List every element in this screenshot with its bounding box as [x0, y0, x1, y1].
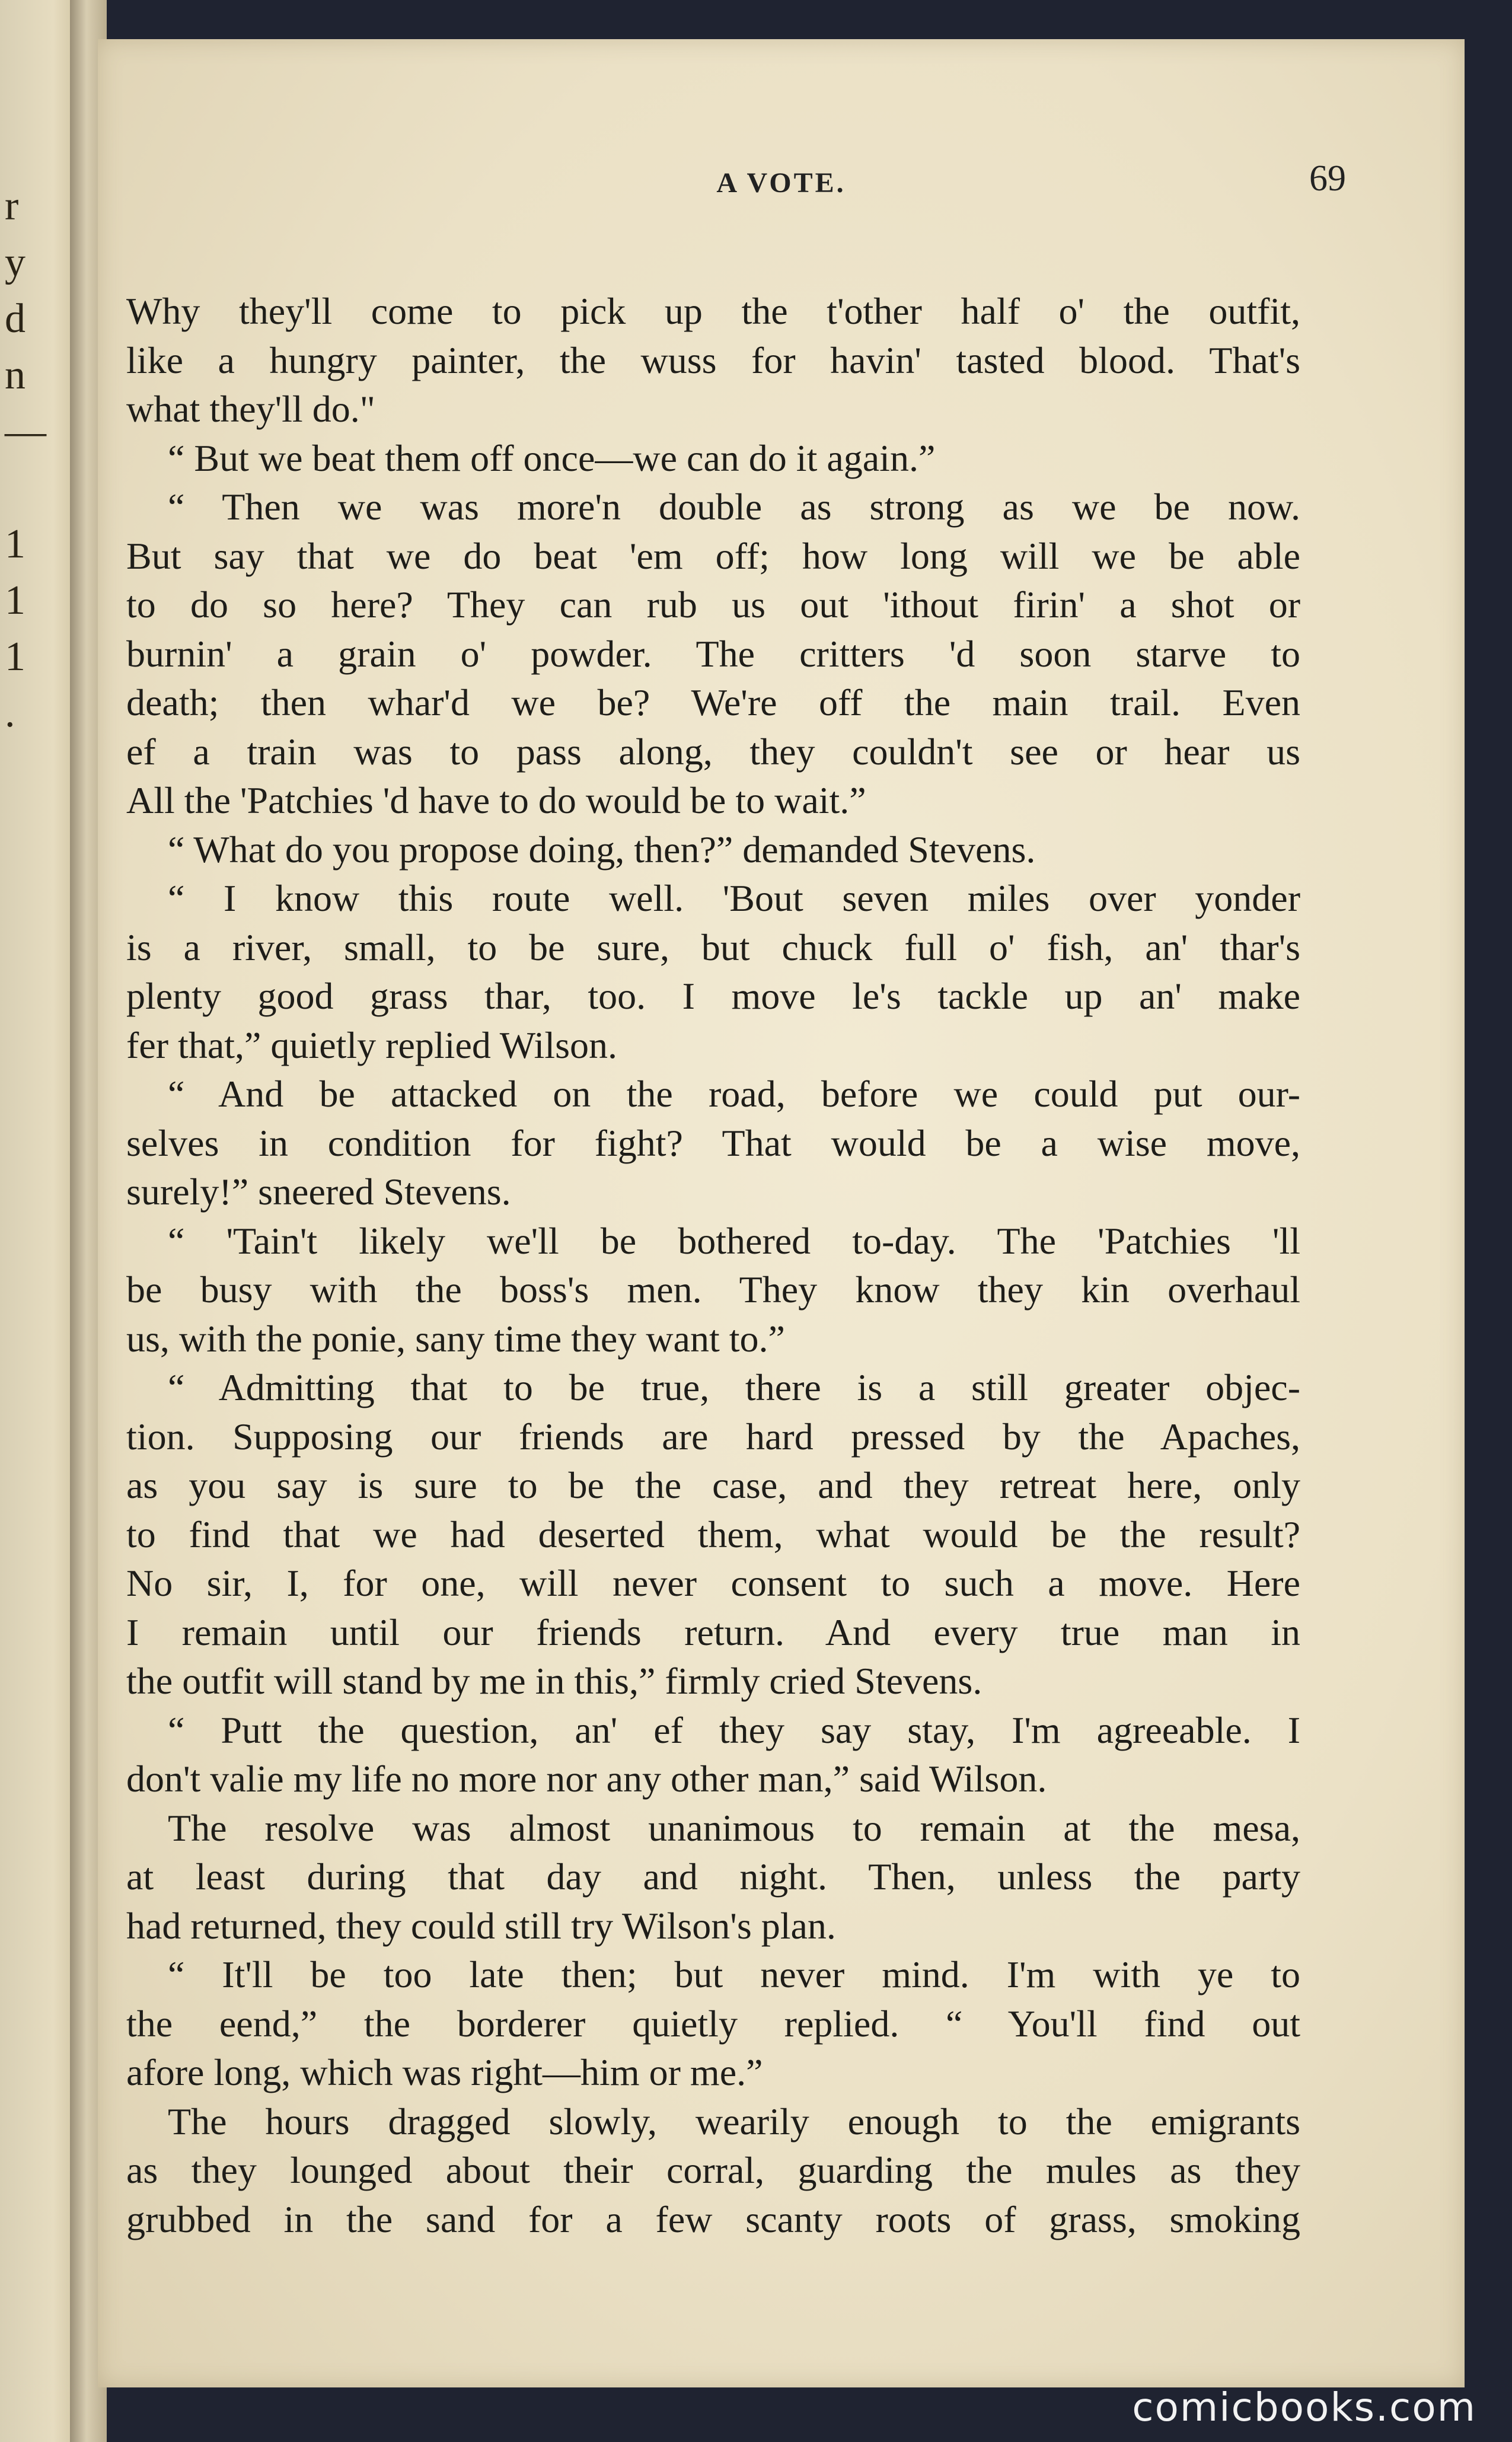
- text-line: what they'll do.": [126, 388, 375, 430]
- previous-page-letter: 1: [5, 578, 25, 623]
- text-line: All the 'Patchies 'd have to do would be to wait.”: [126, 779, 866, 821]
- text-line: “ Then we was more'n double as strong as we be now.: [168, 486, 1300, 528]
- previous-page-letter: n: [5, 352, 25, 398]
- previous-page-letters: [5, 178, 46, 741]
- text-line: “ 'Tain't likely we'll be bothered to-day. The 'Patchies 'll: [168, 1219, 1300, 1262]
- text-line: surely!” sneered Stevens.: [126, 1171, 511, 1213]
- text-line: as you say is sure to be the case, and they retreat here, only: [126, 1464, 1300, 1506]
- text-line: plenty good grass thar, too. I move le's tackle up an' make: [126, 975, 1300, 1017]
- text-line: The hours dragged slowly, wearily enough to the emigrants: [168, 2100, 1300, 2143]
- text-line: us, with the ponie, sany time they want to.”: [126, 1317, 785, 1360]
- text-line: “ And be attacked on the road, before we could put our-: [168, 1073, 1300, 1115]
- text-line: at least during that day and night. Then, unless the party: [126, 1856, 1300, 1898]
- previous-page-letter: 1: [5, 521, 25, 567]
- previous-page-letter: r: [5, 183, 19, 229]
- previous-page-letter: 1: [5, 634, 25, 680]
- book-page: [98, 39, 1465, 2387]
- previous-page-letter: [5, 460, 40, 516]
- previous-page-letter: .: [5, 690, 15, 736]
- text-line: to do so here? They can rub us out 'ithout firin' a shot or: [126, 584, 1300, 626]
- text-line: Why they'll come to pick up the t'other half o' the outfit,: [126, 290, 1300, 332]
- watermark: comicbooks.com: [1132, 2384, 1476, 2430]
- text-line: afore long, which was right—him or me.”: [126, 2051, 763, 2093]
- text-line: don't valie my life no more nor any other man,” said Wilson.: [126, 1758, 1047, 1800]
- previous-page-letter: —: [5, 409, 46, 454]
- text-line: ef a train was to pass along, they couldn't see or hear us: [126, 730, 1300, 773]
- text-line: be busy with the boss's men. They know they kin overhaul: [126, 1268, 1300, 1311]
- text-line: like a hungry painter, the wuss for havin' tasted blood. That's: [126, 339, 1300, 381]
- text-line: is a river, small, to be sure, but chuck full o' fish, an' thar's: [126, 926, 1300, 968]
- text-line: the outfit will stand by me in this,” firmly cried Stevens.: [126, 1660, 983, 1702]
- text-line: fer that,” quietly replied Wilson.: [126, 1024, 617, 1066]
- text-line: The resolve was almost unanimous to remain at the mesa,: [168, 1806, 1300, 1849]
- text-line: tion. Supposing our friends are hard pressed by the Apaches,: [126, 1415, 1300, 1458]
- text-line: as they lounged about their corral, guarding the mules as they: [126, 2149, 1300, 2191]
- text-line: selves in condition for fight? That would be a wise move,: [126, 1121, 1300, 1164]
- page-number: 69: [1309, 158, 1346, 199]
- text-line: “ Admitting that to be true, there is a still greater objec-: [168, 1366, 1300, 1408]
- text-line: “ But we beat them off once—we can do it again.”: [168, 436, 936, 479]
- text-line: death; then whar'd we be? We're off the main trail. Even: [126, 681, 1300, 723]
- text-line: But say that we do beat 'em off; how long will we be able: [126, 534, 1300, 577]
- body-text: [126, 287, 1300, 2244]
- text-line: No sir, I, for one, will never consent to such a move. Here: [126, 1562, 1300, 1604]
- running-title: A VOTE.: [716, 167, 846, 199]
- text-line: “ Putt the question, an' ef they say stay, I'm agreeable. I: [168, 1708, 1300, 1751]
- previous-page-letter: d: [5, 296, 25, 342]
- text-line: had returned, they could still try Wilson's plan.: [126, 1904, 836, 1947]
- text-line: “ What do you propose doing, then?” demanded Stevens.: [168, 828, 1036, 871]
- text-line: “ It'll be too late then; but never mind. I'm with ye to: [168, 1953, 1300, 1995]
- text-line: to find that we had deserted them, what would be the result?: [126, 1513, 1300, 1555]
- text-line: the eend,” the borderer quietly replied. “ You'll find out: [126, 2002, 1300, 2045]
- text-line: burnin' a grain o' powder. The critters 'd soon starve to: [126, 632, 1300, 675]
- text-line: “ I know this route well. 'Bout seven miles over yonder: [168, 877, 1300, 919]
- previous-page-letter: y: [5, 240, 25, 285]
- text-line: grubbed in the sand for a few scanty roots of grass, smoking: [126, 2198, 1300, 2240]
- text-line: I remain until our friends return. And every true man in: [126, 1611, 1300, 1653]
